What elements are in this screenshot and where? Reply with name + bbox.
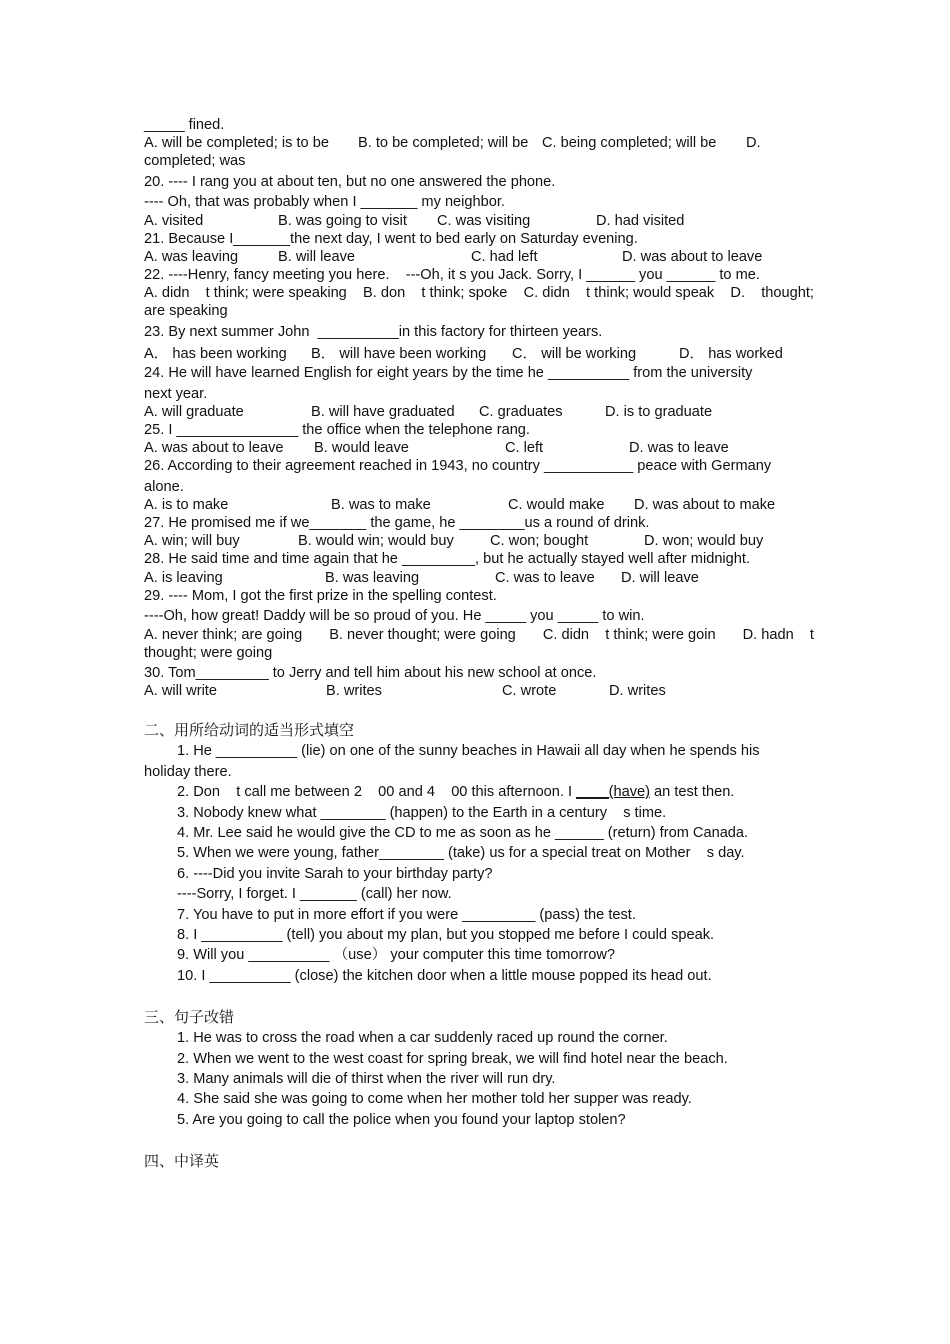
q22-option-d: D. xyxy=(730,285,746,302)
q24-stem-2: next year. xyxy=(144,385,208,402)
q30-option-c: C. wrote xyxy=(502,683,557,700)
s3-item-5: 5. Are you going to call the police when you found your laptop stolen? xyxy=(177,1111,626,1128)
s2-item-10: 10. I __________ (close) the kitchen door when a little mouse popped its head out. xyxy=(177,967,712,984)
s2-item-2 xyxy=(144,782,814,802)
q19-option-a: A. will be completed; is to be xyxy=(144,135,329,152)
q29-option-b: B. never thought; were going xyxy=(329,626,516,643)
s2-item-6-reply: ----Sorry, I forget. I _______ (call) her now. xyxy=(177,886,452,903)
q19-option-d: D. xyxy=(746,135,761,152)
spacer xyxy=(144,986,814,1006)
q29-stem-2: ----Oh, how great! Daddy will be so proud of you. He _____ you _____ to win. xyxy=(144,608,645,625)
q19-options xyxy=(144,135,814,151)
q19-option-b: B. to be completed; will be xyxy=(358,135,529,152)
q28-option-c: C. was to leave xyxy=(495,569,595,586)
spacer xyxy=(144,699,814,719)
q26-option-d: D. was about to make xyxy=(634,497,776,514)
q27-option-d: D. won; would buy xyxy=(644,533,764,550)
q24-option-d: D. is to graduate xyxy=(605,403,713,420)
s3-item-3: 3. Many animals will die of thirst when the river will run dry. xyxy=(177,1070,556,1087)
q29-stem: 29. ---- Mom, I got the first prize in the spelling contest. xyxy=(144,587,497,604)
q26-option-c: C. would make xyxy=(508,497,605,514)
section-2-title: 二、用所给动词的适当形式填空 xyxy=(144,721,355,740)
q27-stem: 27. He promised me if we_______ the game, he ________us a round of drink. xyxy=(144,515,650,532)
s2-item-4: 4. Mr. Lee said he would give the CD to me as soon as he ______ (return) from Canada. xyxy=(177,824,749,841)
q30-option-a: A. will write xyxy=(144,683,217,700)
s3-item-4: 4. She said she was going to come when her mother told her supper was ready. xyxy=(177,1091,692,1108)
q30-stem: 30. Tom_________ to Jerry and tell him about his new school at once. xyxy=(144,665,597,682)
q24-option-b: B. will have graduated xyxy=(311,403,455,420)
section-4-title: 四、中译英 xyxy=(144,1152,220,1171)
q29-option-c: C. didn t think; were goin xyxy=(542,626,716,643)
q21-options xyxy=(144,249,814,265)
q23-option-b: B． will have been working xyxy=(311,346,487,363)
q21-option-a: A. was leaving xyxy=(144,248,239,265)
q25-stem: 25. I _______________ the office when the telephone rang. xyxy=(144,421,530,438)
q25-option-b: B. would leave xyxy=(314,440,409,457)
s2-item-7: 7. You have to put in more effort if you were _________ (pass) the test. xyxy=(177,906,636,923)
q27-option-c: C. won; bought xyxy=(490,533,589,550)
q28-stem: 28. He said time and time again that he _________, but he actually stayed well after midnight. xyxy=(144,551,751,568)
q22-option-a: A. didn t think; were speaking xyxy=(144,285,347,302)
q23-option-d: D． has worked xyxy=(679,346,783,363)
s2-item-1: 1. He __________ (lie) on one of the sunny beaches in Hawaii all day when he spends his xyxy=(177,743,760,760)
q24-option-c: C. graduates xyxy=(479,403,563,420)
q20-options xyxy=(144,213,814,229)
q23-option-a: A． has been working xyxy=(144,346,287,363)
q29-options xyxy=(144,627,814,643)
s3-item-2: 2. When we went to the west coast for spring break, we will find hotel near the beach. xyxy=(177,1050,728,1067)
q22-option-d-cont: are speaking xyxy=(144,303,228,320)
q20-option-b: B. was going to visit xyxy=(278,212,407,229)
s2-item-5: 5. When we were young, father________ (take) us for a special treat on Mother s day. xyxy=(177,845,745,862)
q27-option-a: A. win; will buy xyxy=(144,533,240,550)
q29-option-d: D. hadn t xyxy=(742,626,814,643)
s3-item-1: 1. He was to cross the road when a car suddenly raced up round the corner. xyxy=(177,1030,668,1047)
q19-option-c: C. being completed; will be xyxy=(542,135,717,152)
q29-option-a: A. never think; are going xyxy=(144,626,303,643)
q23-stem: 23. By next summer John __________in this factory for thirteen years. xyxy=(144,323,603,340)
q22-option-b: B. don t think; spoke xyxy=(363,285,508,302)
q19-option-d-cont: completed; was xyxy=(144,153,246,170)
s2-item-2-underlined: ____(have) xyxy=(576,784,650,801)
q21-option-c: C. had left xyxy=(471,248,538,265)
s2-item-6: 6. ----Did you invite Sarah to your birthday party? xyxy=(177,865,493,882)
q25-option-c: C. left xyxy=(505,440,544,457)
q26-option-b: B. was to make xyxy=(331,497,431,514)
q26-stem-2: alone. xyxy=(144,478,184,495)
s2-item-9: 9. Will you __________ （use） your computer this time tomorrow? xyxy=(177,947,616,964)
q26-options xyxy=(144,497,814,513)
q30-option-b: B. writes xyxy=(326,683,382,700)
q28-option-a: A. is leaving xyxy=(144,569,223,586)
q28-option-d: D. will leave xyxy=(621,569,699,586)
q28-option-b: B. was leaving xyxy=(325,569,420,586)
q21-stem: 21. Because I_______the next day, I went to bed early on Saturday evening. xyxy=(144,230,638,247)
q24-options xyxy=(144,404,814,420)
q23-option-c: C． will be working xyxy=(512,346,637,363)
s2-item-2-tail: an test then. xyxy=(649,784,735,801)
q26-option-a: A. is to make xyxy=(144,497,229,514)
q25-option-a: A. was about to leave xyxy=(144,440,284,457)
q24-stem: 24. He will have learned English for eight years by the time he __________ from the university xyxy=(144,365,753,382)
q20-stem: 20. ---- I rang you at about ten, but no one answered the phone. xyxy=(144,173,556,190)
q24-option-a: A. will graduate xyxy=(144,403,244,420)
q28-options xyxy=(144,570,814,586)
q29-option-d-cont: thought; were going xyxy=(144,644,273,661)
q30-options xyxy=(144,683,814,699)
q22-options xyxy=(144,285,814,301)
q20-option-a: A. visited xyxy=(144,212,204,229)
q26-stem: 26. According to their agreement reached in 1943, no country ___________ peace with Germany xyxy=(144,458,772,475)
q22-option-d-text: thought; xyxy=(761,285,814,302)
q27-option-b: B. would win; would buy xyxy=(298,533,454,550)
q19-stem-tail: _____ fined. xyxy=(144,117,225,133)
q21-option-b: B. will leave xyxy=(278,248,356,265)
q25-options xyxy=(144,440,814,456)
worksheet-page xyxy=(144,115,814,1172)
q22-option-c: C. didn t think; would speak xyxy=(523,285,715,302)
q20-option-d: D. had visited xyxy=(596,212,685,229)
q27-options xyxy=(144,533,814,549)
section-3-title: 三、句子改错 xyxy=(144,1008,235,1027)
s2-item-8: 8. I __________ (tell) you about my plan, but you stopped me before I could speak. xyxy=(177,926,715,943)
q21-option-d: D. was about to leave xyxy=(622,248,763,265)
q23-options xyxy=(144,342,814,363)
q25-option-d: D. was to leave xyxy=(629,440,729,457)
q20-option-c: C. was visiting xyxy=(437,212,531,229)
s2-item-3: 3. Nobody knew what ________ (happen) to the Earth in a century s time. xyxy=(177,804,667,821)
q22-stem: 22. ----Henry, fancy meeting you here. ---Oh, it s you Jack. Sorry, I ______ you ______ to me. xyxy=(144,266,760,283)
q20-stem-2: ---- Oh, that was probably when I _______ my neighbor. xyxy=(144,194,505,211)
s2-item-1-cont: holiday there. xyxy=(144,763,232,780)
s2-item-2-text: 2. Don t call me between 2 00 and 4 00 this afternoon. I xyxy=(177,784,577,801)
spacer xyxy=(144,1130,814,1150)
q30-option-d: D. writes xyxy=(609,683,666,700)
